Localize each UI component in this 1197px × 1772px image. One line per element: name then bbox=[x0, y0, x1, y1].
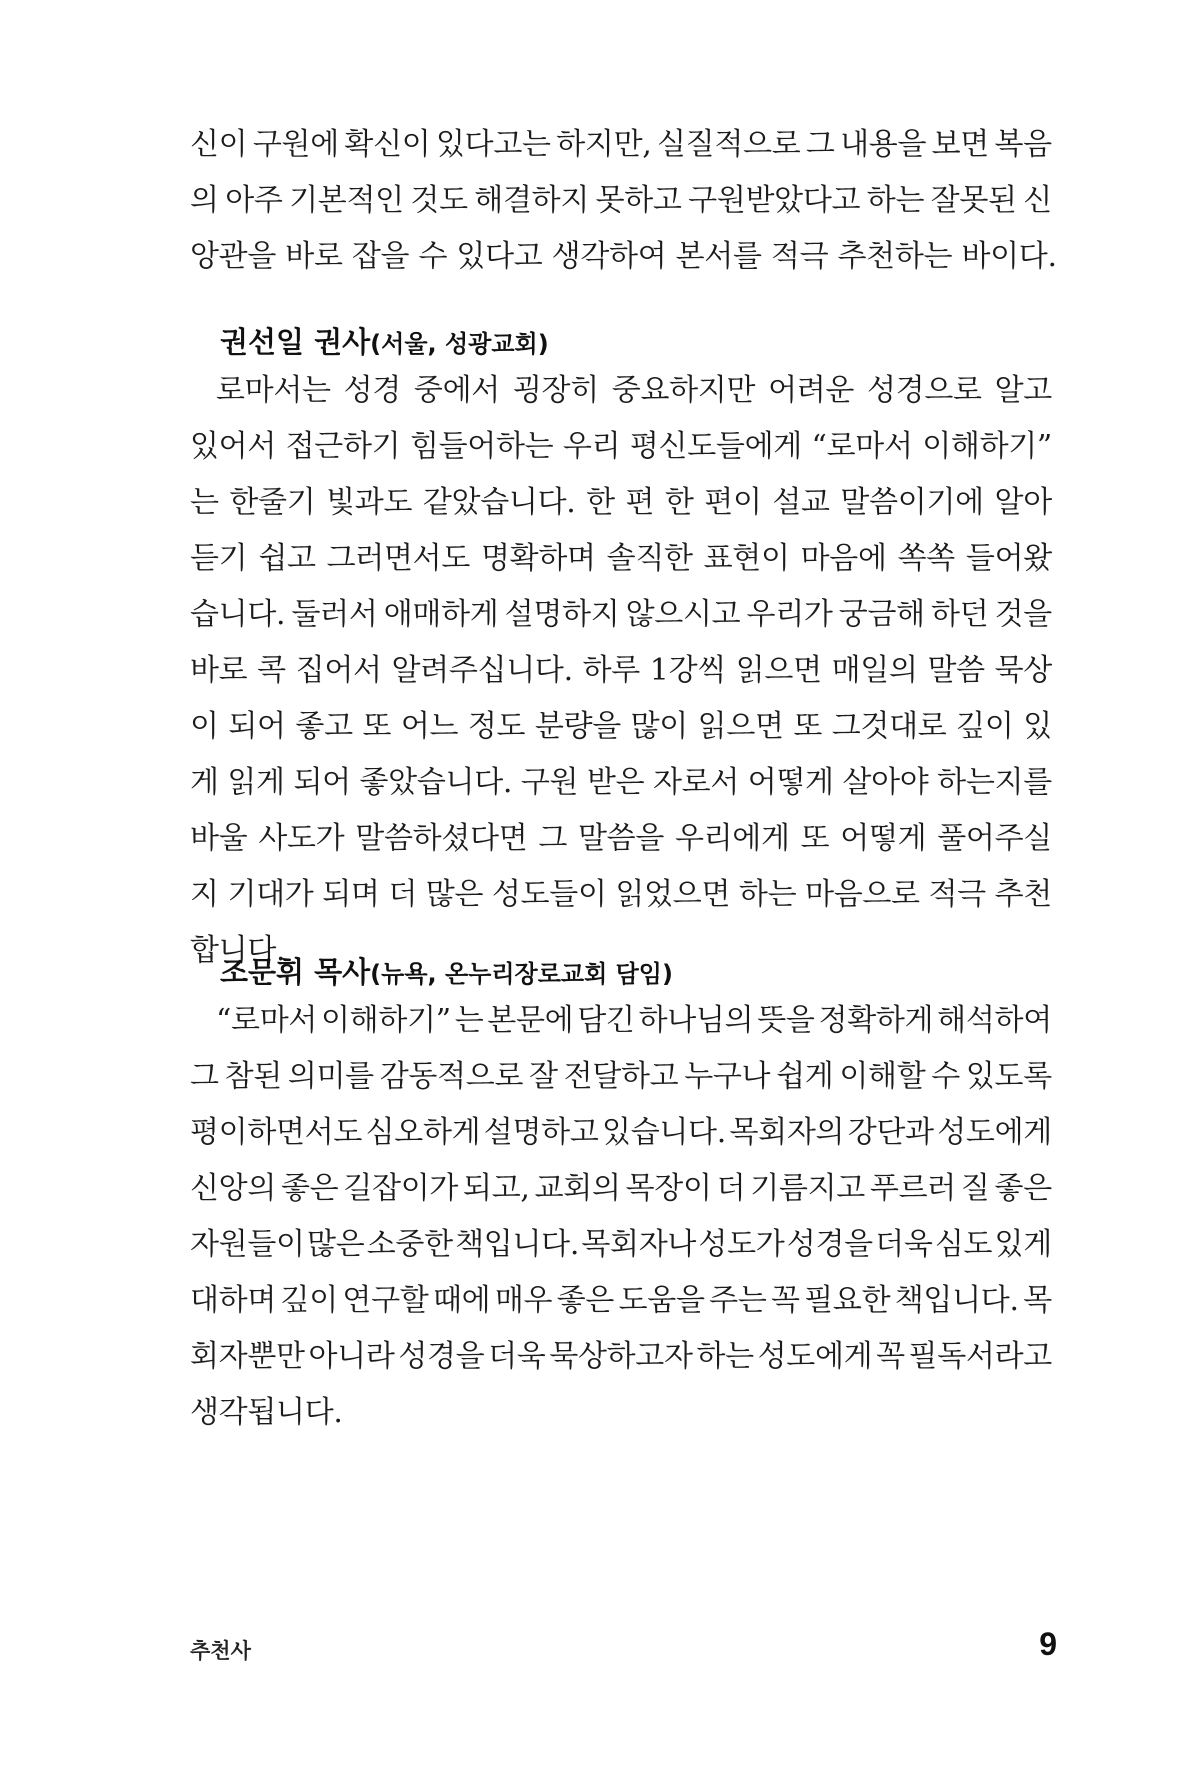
section1-author-name: 권선일 권사 bbox=[220, 325, 371, 359]
section1-affiliation: (서울, 성광교회) bbox=[370, 330, 549, 358]
text-line: 습니다. 둘러서 애매하게 설명하지 않으시고 우리가 궁금해 하던 것을 bbox=[190, 597, 1052, 632]
text-line: 게 읽게 되어 좋았습니다. 구원 받은 자로서 어떻게 살아야 하는지를 bbox=[190, 765, 1052, 800]
text-line: 신앙의 좋은 길잡이가 되고, 교회의 목장이 더 기름지고 푸르러 질 좋은 bbox=[190, 1171, 1052, 1206]
text-line: 생각됩니다. bbox=[190, 1395, 343, 1430]
page-number: 9 bbox=[1039, 1626, 1057, 1662]
text-line: 평이하면서도 심오하게 설명하고 있습니다. 목회자의 강단과 성도에게 bbox=[190, 1115, 1052, 1150]
text-line: 있어서 접근하기 힘들어하는 우리 평신도들에게 “로마서 이해하기” bbox=[190, 429, 1052, 464]
text-line: 대하며 깊이 연구할 때에 매우 좋은 도움을 주는 꼭 필요한 책입니다. 목 bbox=[190, 1283, 1052, 1318]
section1-heading bbox=[220, 320, 549, 364]
section2-heading bbox=[220, 950, 673, 994]
section2-author-name: 조문휘 목사 bbox=[220, 955, 371, 989]
intro-paragraph bbox=[190, 117, 1057, 285]
text-line: 지 기대가 되며 더 많은 성도들이 읽었으면 하는 마음으로 적극 추천 bbox=[190, 877, 1052, 912]
section2-paragraph bbox=[190, 993, 1052, 1441]
text-line: 는 한줄기 빛과도 같았습니다. 한 편 한 편이 설교 말씀이기에 알아 bbox=[190, 485, 1052, 520]
text-line: 로마서는 성경 중에서 굉장히 중요하지만 어려운 성경으로 알고 bbox=[216, 373, 1052, 408]
text-line: 앙관을 바로 잡을 수 있다고 생각하여 본서를 적극 추천하는 바이다. bbox=[190, 239, 1057, 274]
text-line: 회자뿐만 아니라 성경을 더욱 묵상하고자 하는 성도에게 꼭 필독서라고 bbox=[190, 1339, 1052, 1374]
section1-paragraph bbox=[190, 363, 1052, 979]
text-line: 자원들이 많은 소중한 책입니다. 목회자나 성도가 성경을 더욱 심도 있게 bbox=[190, 1227, 1052, 1262]
footer-section-label: 추천사 bbox=[190, 1639, 251, 1663]
text-line: 바로 콕 집어서 알려주십니다. 하루 1강씩 읽으면 매일의 말씀 묵상 bbox=[190, 653, 1052, 688]
section2-affiliation: (뉴욕, 온누리장로교회 담임) bbox=[370, 960, 673, 988]
text-line: 의 아주 기본적인 것도 해결하지 못하고 구원받았다고 하는 잘못된 신 bbox=[190, 183, 1052, 218]
text-line: 합니다. bbox=[190, 933, 286, 968]
text-line: 바울 사도가 말씀하셨다면 그 말씀을 우리에게 또 어떻게 풀어주실 bbox=[190, 821, 1052, 856]
text-line: 신이 구원에 확신이 있다고는 하지만, 실질적으로 그 내용을 보면 복음 bbox=[190, 127, 1052, 162]
text-line: 듣기 쉽고 그러면서도 명확하며 솔직한 표현이 마음에 쏙쏙 들어왔 bbox=[190, 541, 1052, 576]
text-line: 이 되어 좋고 또 어느 정도 분량을 많이 읽으면 또 그것대로 깊이 있 bbox=[190, 709, 1052, 744]
text-line: 그 참된 의미를 감동적으로 잘 전달하고 누구나 쉽게 이해할 수 있도록 bbox=[190, 1059, 1052, 1094]
text-line: “로마서 이해하기” 는 본문에 담긴 하나님의 뜻을 정확하게 해석하여 bbox=[216, 1003, 1052, 1038]
